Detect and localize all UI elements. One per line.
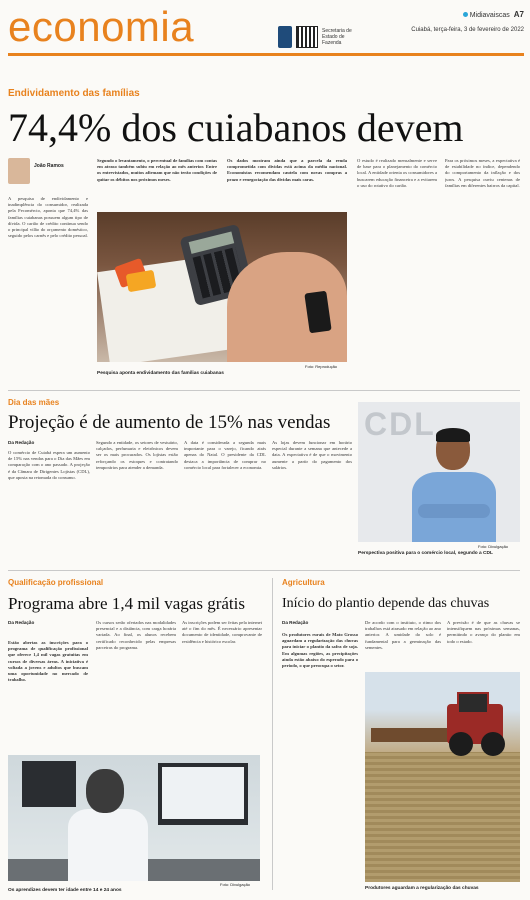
story1-caption: Pesquisa aponta endividamento das famílias cuiabanas xyxy=(97,371,224,376)
story1-headline[interactable]: 74,4% dos cuiabanos devem xyxy=(8,105,464,150)
story1-author: João Ramos xyxy=(34,163,64,169)
section-rule xyxy=(8,53,524,56)
story2-photo-cdl xyxy=(358,402,520,542)
story3-photo-student xyxy=(8,755,260,881)
story4-column-3: A previsão é de que as chuvas se intensifiquem nas próximas semanas, permitindo o avanço do plantio em todo o estado. xyxy=(447,620,520,644)
hand xyxy=(227,252,347,362)
divider xyxy=(8,390,520,391)
story1-column-5: Para os próximos meses, a expectativa é de estabilidade no índice, dependendo do comportamento da inflação e dos juros. A pesquisa ouviu centenas de famílias em diferentes bairros da capital. xyxy=(445,158,520,188)
story2-column-2: Segundo a entidade, os setores de vestuário, calçados, perfumaria e eletrônicos devem ser os mais procurados. Os lojistas estão reforçando os estoques e contratando temporários para atender a demanda. xyxy=(96,440,178,470)
story4-author: Da Redação xyxy=(282,620,309,625)
date-line: Cuiabá, terça-feira, 3 de fevereiro de 2022 xyxy=(411,27,524,33)
story3-column-3: As inscrições podem ser feitas pela internet até o fim do mês. É necessário apresentar documento de identidade, comprovante de residência e histórico escolar. xyxy=(182,620,262,644)
story1-column-3: Os dados mostram ainda que a parcela da renda comprometida com dívidas está acima da média nacional. Economistas recomendam cautela com novas compras a prazo e renegociação das dívidas mais caras. xyxy=(227,158,347,182)
person-arms xyxy=(418,504,490,518)
story1-kicker: Endividamento das famílias xyxy=(8,88,140,99)
story2-kicker: Dia das mães xyxy=(8,398,60,407)
brand-dot-icon xyxy=(463,12,468,17)
story2-caption: Perspectiva positiva para o comércio local, segundo a CDL xyxy=(358,551,493,556)
story2-column-3: A data é considerada a segunda mais importante para o varejo, ficando atrás apenas do Natal. O presidente da CDL destaca a importância de comprar no comércio local para fortalecer a economia. xyxy=(184,440,266,470)
column-divider xyxy=(272,578,273,890)
story3-column-2: Os cursos serão ofertados nas modalidades presencial e a distância, com carga horária variada. Ao final, os alunos recebem certificado reconhecido pelas empresas parceiras do programa. xyxy=(96,620,176,650)
story4-headline[interactable]: Início do plantio depende das chuvas xyxy=(282,596,490,611)
story4-column-1: Os produtores rurais de Mato Grosso aguardam a regularização das chuvas para iniciar o plantio da safra de soja. Em algumas regiões, as precipitações ainda estão abaixo do esperado para o período, o que preocupa o setor. xyxy=(282,632,358,669)
page-line xyxy=(374,10,524,19)
planter xyxy=(371,728,451,742)
story1-column-4: O estudo é realizado mensalmente e serve de base para o planejamento do comércio local. A entidade orienta os consumidores a buscarem educação financeira e a evitarem o uso do rotativo do cartão. xyxy=(357,158,437,188)
government-logo-icon xyxy=(278,26,292,48)
masthead-ad[interactable] xyxy=(278,24,368,50)
tractor-cab xyxy=(457,692,489,714)
story3-headline[interactable]: Programa abre 1,4 mil vagas grátis xyxy=(8,594,245,613)
story3-photo-credit: Foto: Divulgação xyxy=(220,882,251,887)
student xyxy=(68,769,138,881)
person-hair xyxy=(436,428,470,442)
page-number: A7 xyxy=(513,10,524,19)
divider xyxy=(8,570,520,571)
story1-photo-credit: Foto: Reprodução xyxy=(305,364,338,369)
story4-kicker: Agricultura xyxy=(282,578,325,587)
story4-photo-tractor xyxy=(365,672,520,882)
story4-caption: Produtores aguardam a regularização das chuvas xyxy=(365,886,479,891)
masthead-info xyxy=(374,10,524,33)
story3-column-1: Estão abertas as inscrições para o programa de qualificação profissional que oferece 1,4 mil vagas gratuitas em cursos de diversas áreas. A iniciativa é voltada a jovens e adultos que buscam uma oportunidade no mercado de trabalho. xyxy=(8,640,88,683)
masthead xyxy=(8,4,524,58)
story3-caption: Os aprendizes devem ter idade entre 14 e 24 anos xyxy=(8,888,122,893)
field xyxy=(365,752,520,882)
wheel-icon xyxy=(449,732,473,756)
monitor-icon xyxy=(158,763,248,825)
section-title: economia xyxy=(8,3,195,50)
story1-photo-calculator xyxy=(97,212,347,362)
story4-column-2: De acordo com o instituto, o ritmo dos trabalhos está atrasado em relação ao ano anterior. A umidade do solo é fundamental para a germinação das sementes. xyxy=(365,620,441,650)
story2-column-1: O comércio de Cuiabá espera um aumento de 15% nas vendas para o Dia das Mães em comparação com o ano passado. A projeção é da Câmara de Dirigentes Lojistas (CDL), que aposta na retomada do consumo. xyxy=(8,450,90,480)
story2-headline[interactable]: Projeção é de aumento de 15% nas vendas xyxy=(8,412,331,433)
author-avatar xyxy=(8,158,30,184)
story1-column-1: A pesquisa de endividamento e inadimplência do consumidor, realizada pela Fecomércio, aponta que 74,4% das famílias cuiabanas possuem algum tipo de dívida. O cartão de crédito continua sendo o principal vilão do orçamento doméstico, seguido pelos carnês e pelo crédito pessoal. xyxy=(8,196,88,239)
story3-kicker: Qualificação profissional xyxy=(8,578,104,587)
story1-column-2: Segundo o levantamento, o percentual de famílias com contas em atraso também subiu em relação ao mês anterior. Entre os entrevistados, muitos afirmam que não terão condições de quitar os débitos nos próximos meses. xyxy=(97,158,217,182)
story2-column-4: As lojas devem funcionar em horário especial durante a semana que antecede a data. A expectativa é de que o movimento aumente a partir do pagamento dos salários. xyxy=(272,440,352,470)
ad-text: Secretaria de Estado de Fazenda xyxy=(322,28,352,46)
wheel-icon xyxy=(481,732,505,756)
qr-code-icon xyxy=(296,26,318,48)
story3-author: Da Redação xyxy=(8,620,35,625)
story2-photo-credit: Foto: Divulgação xyxy=(478,544,509,549)
page-label: Midiavaiscas xyxy=(469,12,510,19)
story2-author: Da Redação xyxy=(8,440,35,445)
wall-letters: CDL xyxy=(364,406,436,442)
